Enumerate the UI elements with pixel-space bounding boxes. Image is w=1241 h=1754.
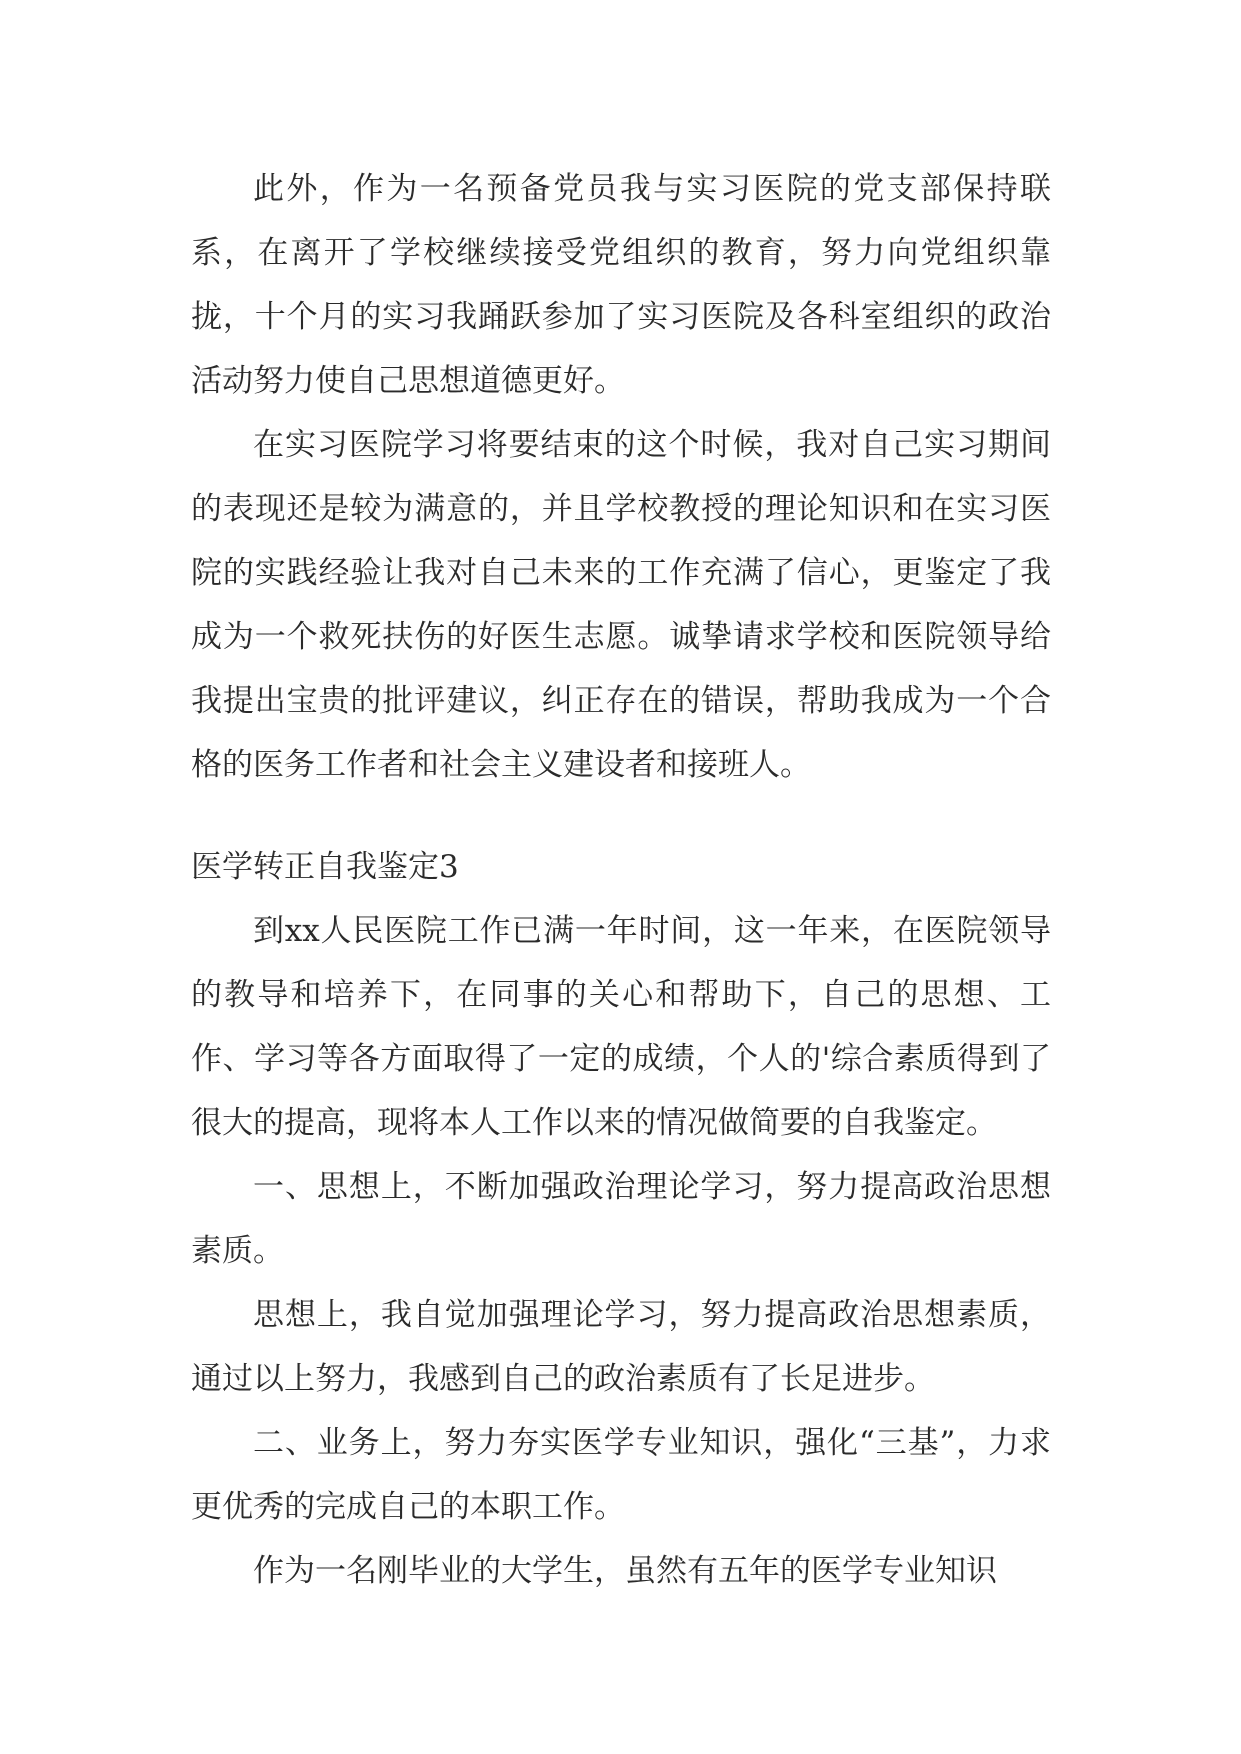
section-heading: 医学转正自我鉴定3: [191, 849, 459, 885]
paragraph-thought-heading: 一、思想上，不断加强政治理论学习，努力提高政治思想素质。: [191, 1169, 1051, 1269]
paragraph-graduate: 作为一名刚毕业的大学生，虽然有五年的医学专业知识: [253, 1553, 997, 1589]
paragraph-party-member: 此外，作为一名预备党员我与实习医院的党支部保持联系，在离开了学校继续接受党组织的教育，努力向党组织靠拢，十个月的实习我踊跃参加了实习医院及各科室组织的政治活动努力使自己思想道德更好。: [191, 171, 1051, 399]
paragraph-internship-summary: 在实习医院学习将要结束的这个时候，我对自己实习期间的表现还是较为满意的，并且学校教授的理论知识和在实习医院的实践经验让我对自己未来的工作充满了信心，更鉴定了我成为一个救死扶伤的好医生志愿。诚挚请求学校和医院领导给我提出宝贵的批评建议，纠正存在的错误，帮助我成为一个合格的医务工作者和社会主义建设者和接班人。: [191, 427, 1051, 783]
document-body: [191, 157, 1051, 1603]
paragraph-business-heading: 二、业务上，努力夯实医学专业知识，强化“三基”，力求更优秀的完成自己的本职工作。: [191, 1425, 1051, 1525]
paragraph-one-year-work: 到xx人民医院工作已满一年时间，这一年来，在医院领导的教导和培养下，在同事的关心和帮助下，自己的思想、工作、学习等各方面取得了一定的成绩，个人的'综合素质得到了很大的提高，现将本人工作以来的情况做简要的自我鉴定。: [191, 913, 1051, 1141]
paragraph-thought-detail: 思想上，我自觉加强理论学习，努力提高政治思想素质，通过以上努力，我感到自己的政治素质有了长足进步。: [191, 1297, 1051, 1397]
